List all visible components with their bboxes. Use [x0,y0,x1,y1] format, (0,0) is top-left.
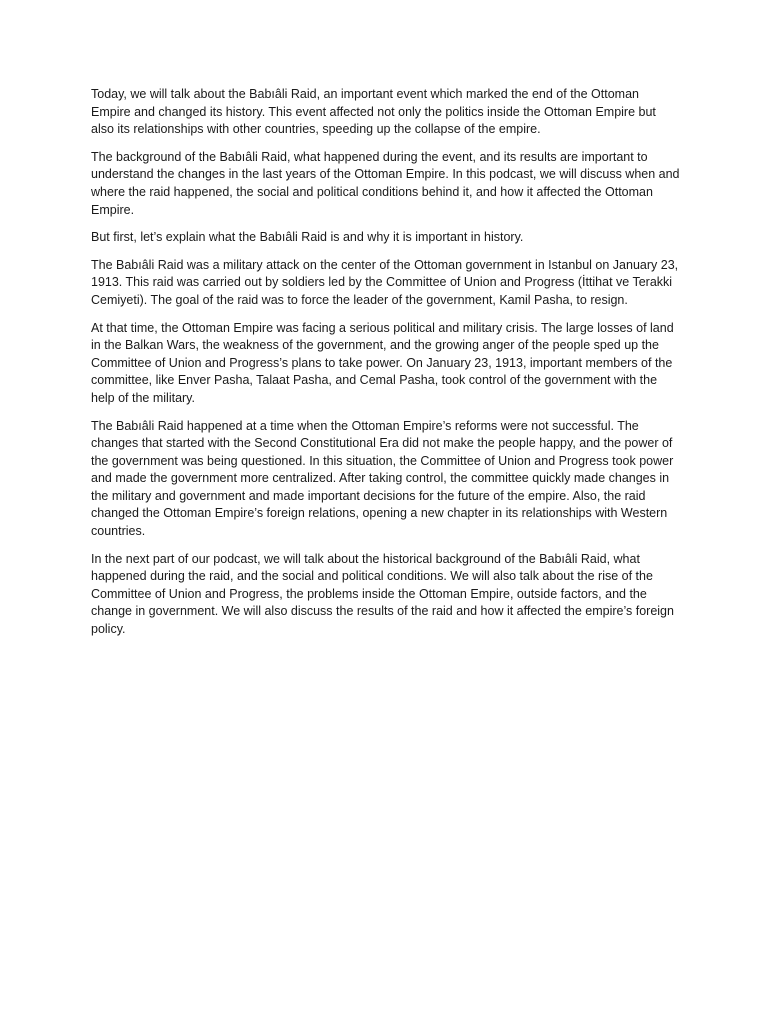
paragraph-explain: But first, let’s explain what the Babıâli Raid is and why it is important in history. [91,230,524,245]
paragraph-definition: The Babıâli Raid was a military attack on the center of the Ottoman government in Istanbul on January 23, 1913. This raid was carried out by soldiers led by the Committee of Union and Progress (İttihat ve Terakki Cemiyeti). The goal of the raid was to force the leader of the government, Kamil Pasha, to resign. [91,257,679,307]
paragraph-background: The background of the Babıâli Raid, what happened during the event, and its results are important to understand the changes in the last years of the Ottoman Empire. In this podcast, we will discuss when and where the raid happened, the social and political conditions behind it, and how it affected the Ottoman Empire. [91,149,680,217]
document-body [91,86,681,649]
paragraph-crisis: At that time, the Ottoman Empire was facing a serious political and military crisis. The large losses of land in the Balkan Wars, the weakness of the government, and the growing anger of the people sped up the Committee of Union and Progress’s plans to take power. On January 23, 1913, important members of the committee, like Enver Pasha, Talaat Pasha, and Cemal Pasha, took control of the government with the help of the military. [91,320,674,405]
paragraph-intro: Today, we will talk about the Babıâli Raid, an important event which marked the end of the Ottoman Empire and changed its history. This event affected not only the politics inside the Ottoman Empire but also its relationships with other countries, speeding up the collapse of the empire. [91,87,656,137]
paragraph-reforms: The Babıâli Raid happened at a time when the Ottoman Empire’s reforms were not successful. The changes that started with the Second Constitutional Era did not make the people happy, and the power of the government was being questioned. In this situation, the Committee of Union and Progress took power and made the government more centralized. After taking control, the committee quickly made changes in the military and government and made important decisions for the future of the empire. Also, the raid changed the Ottoman Empire’s foreign relations, opening a new chapter in its relationships with Western countries. [91,418,674,539]
paragraph-next-part: In the next part of our podcast, we will talk about the historical background of the Babıâli Raid, what happened during the raid, and the social and political conditions. We will also talk about the rise of the Committee of Union and Progress, the problems inside the Ottoman Empire, outside factors, and the change in government. We will also discuss the results of the raid and how it affected the empire’s foreign policy. [91,551,674,637]
